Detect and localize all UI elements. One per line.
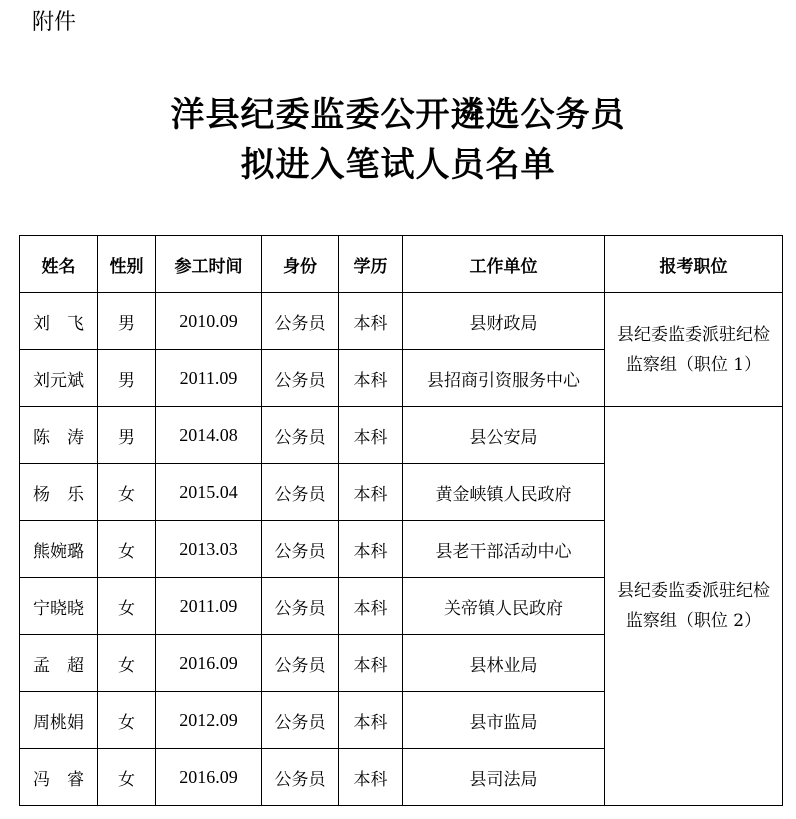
cell-start-time: 2012.09 xyxy=(156,692,262,749)
cell-work-unit: 关帝镇人民政府 xyxy=(403,578,605,635)
table-row xyxy=(20,407,783,464)
header-education: 学历 xyxy=(339,236,403,293)
candidate-table xyxy=(19,235,783,806)
cell-work-unit: 县市监局 xyxy=(403,692,605,749)
cell-start-time: 2015.04 xyxy=(156,464,262,521)
cell-start-time: 2016.09 xyxy=(156,749,262,806)
cell-name: 宁晓晓 xyxy=(20,578,98,635)
cell-gender: 男 xyxy=(98,293,156,350)
cell-work-unit: 县老干部活动中心 xyxy=(403,521,605,578)
cell-identity: 公务员 xyxy=(262,749,339,806)
header-start-time: 参工时间 xyxy=(156,236,262,293)
cell-gender: 男 xyxy=(98,350,156,407)
document-title-line-1: 洋县纪委监委公开遴选公务员 xyxy=(170,95,626,135)
table-header-row xyxy=(20,236,783,293)
cell-work-unit: 县财政局 xyxy=(403,293,605,350)
header-position: 报考职位 xyxy=(605,236,783,293)
cell-education: 本科 xyxy=(339,578,403,635)
cell-start-time: 2014.08 xyxy=(156,407,262,464)
cell-education: 本科 xyxy=(339,293,403,350)
cell-work-unit: 县司法局 xyxy=(403,749,605,806)
cell-gender: 女 xyxy=(98,521,156,578)
table-body xyxy=(20,293,783,806)
cell-education: 本科 xyxy=(339,350,403,407)
cell-gender: 女 xyxy=(98,692,156,749)
cell-start-time: 2016.09 xyxy=(156,635,262,692)
cell-gender: 女 xyxy=(98,578,156,635)
cell-education: 本科 xyxy=(339,521,403,578)
cell-name: 刘元斌 xyxy=(20,350,98,407)
table-row xyxy=(20,293,783,350)
cell-position: 县纪委监委派驻纪检监察组（职位 1） xyxy=(605,293,783,407)
cell-work-unit: 黄金峡镇人民政府 xyxy=(403,464,605,521)
cell-identity: 公务员 xyxy=(262,692,339,749)
cell-identity: 公务员 xyxy=(262,521,339,578)
cell-name: 孟 超 xyxy=(20,635,98,692)
cell-gender: 女 xyxy=(98,749,156,806)
cell-education: 本科 xyxy=(339,635,403,692)
cell-name: 陈 涛 xyxy=(20,407,98,464)
cell-work-unit: 县招商引资服务中心 xyxy=(403,350,605,407)
cell-identity: 公务员 xyxy=(262,293,339,350)
document-title-line-2: 拟进入笔试人员名单 xyxy=(240,145,556,185)
cell-start-time: 2010.09 xyxy=(156,293,262,350)
cell-name: 杨 乐 xyxy=(20,464,98,521)
cell-gender: 女 xyxy=(98,635,156,692)
cell-education: 本科 xyxy=(339,692,403,749)
cell-education: 本科 xyxy=(339,407,403,464)
header-gender: 性别 xyxy=(98,236,156,293)
cell-identity: 公务员 xyxy=(262,578,339,635)
header-work-unit: 工作单位 xyxy=(403,236,605,293)
cell-work-unit: 县公安局 xyxy=(403,407,605,464)
cell-gender: 男 xyxy=(98,407,156,464)
cell-gender: 女 xyxy=(98,464,156,521)
cell-education: 本科 xyxy=(339,464,403,521)
cell-name: 周桃娟 xyxy=(20,692,98,749)
cell-work-unit: 县林业局 xyxy=(403,635,605,692)
attachment-label: 附件 xyxy=(32,10,77,35)
header-identity: 身份 xyxy=(262,236,339,293)
cell-start-time: 2013.03 xyxy=(156,521,262,578)
cell-identity: 公务员 xyxy=(262,464,339,521)
cell-identity: 公务员 xyxy=(262,635,339,692)
cell-identity: 公务员 xyxy=(262,350,339,407)
cell-identity: 公务员 xyxy=(262,407,339,464)
header-name: 姓名 xyxy=(20,236,98,293)
cell-name: 冯 睿 xyxy=(20,749,98,806)
cell-name: 熊婉璐 xyxy=(20,521,98,578)
cell-education: 本科 xyxy=(339,749,403,806)
cell-start-time: 2011.09 xyxy=(156,350,262,407)
cell-name: 刘 飞 xyxy=(20,293,98,350)
cell-position: 县纪委监委派驻纪检监察组（职位 2） xyxy=(605,407,783,806)
cell-start-time: 2011.09 xyxy=(156,578,262,635)
